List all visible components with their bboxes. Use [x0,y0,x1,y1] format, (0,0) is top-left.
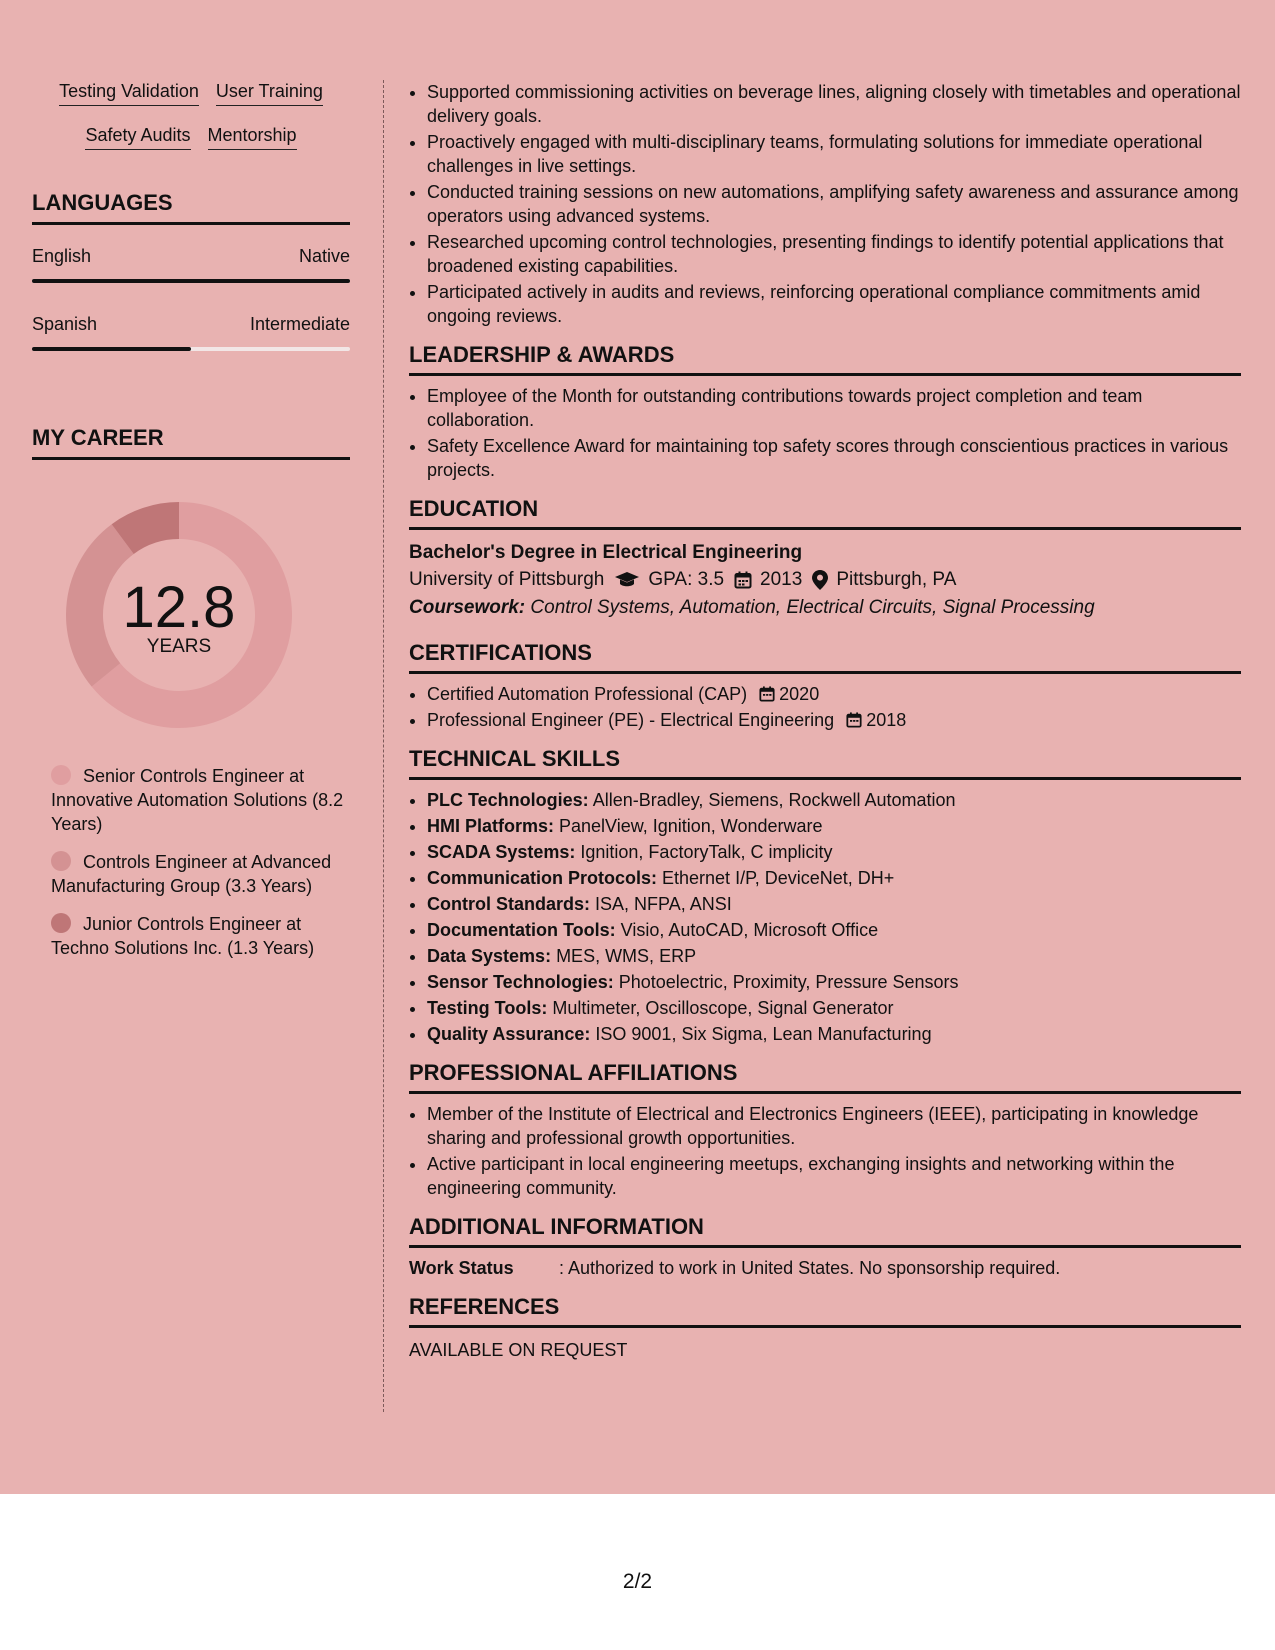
skill-category: Sensor Technologies: [427,972,614,992]
career-role: Junior Controls Engineer at Techno Solutions Inc. (1.3 Years) [51,914,315,958]
experience-bullet: • Conducted training sessions on new automations, amplifying safety awareness and assurance among operators using advanced systems. [427,180,1241,228]
skill-category: Quality Assurance: [427,1024,591,1044]
info-value: : Authorized to work in United States. No sponsorship required. [559,1258,1061,1278]
skill-values: Multimeter, Oscilloscope, Signal Generator [547,998,894,1018]
skill-item [427,866,1241,890]
award-item: • Safety Excellence Award for maintaining top safety scores through conscientious practices in various projects. [427,434,1241,482]
legend-dot [51,765,71,785]
affiliations-section [409,1060,1241,1200]
experience-list [409,80,1241,328]
skill-item [427,1022,1241,1046]
info-key: Work Status [409,1258,514,1278]
language-level: Native [298,246,350,266]
language-bar [32,279,350,283]
technical-skills-section [409,746,1241,1046]
coursework-list: Control Systems, Automation, Electrical Circuits, Signal Processing [525,597,1095,618]
certification-item [427,708,1241,732]
education-heading: EDUCATION [409,496,1241,530]
career-unit: YEARS [146,636,212,657]
skill-item [427,840,1241,864]
legend-dot [51,851,71,871]
references-heading: REFERENCES [409,1294,1241,1328]
skill-item [427,918,1241,942]
experience-bullet: • Supported commissioning activities on beverage lines, aligning closely with timetables and operational delivery goals. [427,80,1241,128]
skill-item [427,892,1241,916]
additional-info-heading: ADDITIONAL INFORMATION [409,1214,1241,1248]
left-column [32,80,350,974]
legend-dot [51,913,71,933]
skill-values: ISA, NFPA, ANSI [590,894,732,914]
education-details [409,566,1241,594]
certification-name: • Professional Engineer (PE) - Electrical Engineering [427,710,835,730]
career-donut [66,502,292,728]
skill-values: Photoelectric, Proximity, Pressure Sensors [613,972,959,992]
technical-skills-heading: TECHNICAL SKILLS [409,746,1241,780]
certification-item [427,682,1241,706]
degree-title: Bachelor's Degree in Electrical Engineering [409,542,803,563]
skill-values: Ignition, FactoryTalk, C implicity [575,842,833,862]
skill-item [427,996,1241,1020]
skill-item [427,944,1241,968]
skill-category: HMI Platforms: [427,816,555,836]
tag-row [32,80,350,106]
skill-tags [32,80,350,150]
skill-item [427,970,1241,994]
certifications-section [409,640,1241,732]
language-name: English [32,246,92,266]
affiliation-item: • Member of the Institute of Electrical and Electronics Engineers (IEEE), participating in knowledge sharing and professional growth opportunities. [427,1102,1241,1150]
additional-info-section [409,1214,1241,1280]
graduation-year: 2013 [760,569,803,590]
languages-heading: LANGUAGES [32,190,350,225]
skill-category: SCADA Systems: [427,842,576,862]
language-bar [32,347,350,351]
experience-bullet: • Researched upcoming control technologies, presenting findings to identify potential applications that broadened existing capabilities. [427,230,1241,278]
leadership-section [409,342,1241,482]
donut-center [66,502,292,658]
school-name: University of Pittsburgh [409,569,605,590]
education-section [409,496,1241,622]
career-role: Controls Engineer at Advanced Manufacturing Group (3.3 Years) [51,852,332,896]
skill-category: Communication Protocols: [427,868,658,888]
references-text: AVAILABLE ON REQUEST [409,1340,628,1360]
experience-bullet: • Proactively engaged with multi-disciplinary teams, formulating solutions for immediate operational challenges in live settings. [427,130,1241,178]
coursework [409,594,1241,622]
certifications-heading: CERTIFICATIONS [409,640,1241,674]
career-legend [32,764,350,960]
skill-values: PanelView, Ignition, Wonderware [554,816,823,836]
language-level: Intermediate [249,314,350,334]
skill-values: ISO 9001, Six Sigma, Lean Manufacturing [590,1024,932,1044]
location-pin-icon [812,570,828,590]
affiliations-heading: PROFESSIONAL AFFILIATIONS [409,1060,1241,1094]
skill-category: Testing Tools: [427,998,548,1018]
language-item [32,245,350,283]
skill-category: Data Systems: [427,946,552,966]
skill-tag: Testing Validation [59,80,199,106]
gpa: GPA: 3.5 [648,569,725,590]
career-legend-item [51,764,350,836]
language-bar-fill [32,347,191,351]
experience-bullet: • Participated actively in audits and reviews, reinforcing operational compliance commitments amid ongoing reviews. [427,280,1241,328]
career-heading: MY CAREER [32,425,350,460]
certification-year: 2018 [866,710,907,730]
skill-tag: Safety Audits [85,124,190,150]
info-row [409,1256,1241,1280]
graduation-cap-icon [614,571,640,589]
school-location: Pittsburgh, PA [836,569,957,590]
skill-values: Ethernet I/P, DeviceNet, DH+ [657,868,895,888]
skill-category: Control Standards: [427,894,591,914]
leadership-heading: LEADERSHIP & AWARDS [409,342,1241,376]
career-legend-item [51,912,350,960]
language-name: Spanish [32,314,98,334]
page-number: 2/2 [622,1570,653,1593]
certification-name: • Certified Automation Professional (CAP) [427,684,748,704]
certification-year: 2020 [779,684,820,704]
coursework-label: Coursework: [409,597,526,618]
right-column [409,80,1241,1362]
skill-category: Documentation Tools: [427,920,616,940]
calendar-icon [734,571,752,589]
calendar-icon [759,686,775,702]
skill-tag: Mentorship [208,124,297,150]
career-total: 12.8 [122,575,236,640]
award-item: • Employee of the Month for outstanding contributions towards project completion and team collaboration. [427,384,1241,432]
skill-values: Allen-Bradley, Siemens, Rockwell Automation [588,790,956,810]
skill-item [427,814,1241,838]
skill-tag: User Training [216,80,323,106]
references-section [409,1294,1241,1362]
career-legend-item [51,850,350,898]
language-item [32,313,350,351]
career-role: Senior Controls Engineer at Innovative Automation Solutions (8.2 Years) [51,766,344,834]
language-bar-fill [32,279,350,283]
skill-item [427,788,1241,812]
skill-values: MES, WMS, ERP [551,946,697,966]
skill-values: Visio, AutoCAD, Microsoft Office [615,920,879,940]
calendar-icon [846,712,862,728]
skill-category: PLC Technologies: [427,790,589,810]
affiliation-item: • Active participant in local engineering meetups, exchanging insights and networking within the engineering community. [427,1152,1241,1200]
tag-row [32,124,350,150]
column-divider [383,80,384,1412]
